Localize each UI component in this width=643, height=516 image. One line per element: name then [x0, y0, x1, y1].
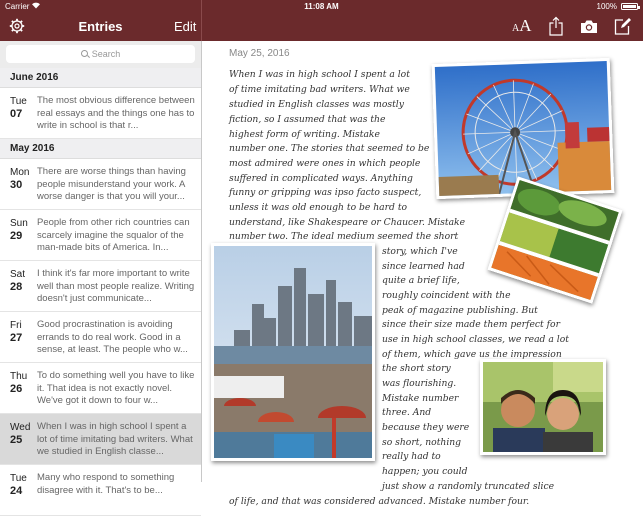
entry-preview: People from other rich countries can scarcely imagine the squalor of the man-made bits of America. In... — [37, 217, 190, 253]
entry-day: 25 — [10, 434, 23, 446]
entry-weekday: Tue — [10, 473, 27, 484]
carrier-label: Carrier — [5, 2, 30, 11]
entry-weekday: Thu — [10, 371, 28, 382]
entry-day: 07 — [10, 108, 23, 120]
entries-sidebar — [0, 41, 201, 497]
body-line: since their size made them perfect for — [382, 319, 560, 330]
body-line: most admired were ones in which people — [229, 158, 421, 169]
entry-day: 27 — [10, 332, 23, 344]
entry-day: 24 — [10, 485, 23, 497]
body-line: Mistake number — [382, 393, 459, 404]
entry-weekday: Wed — [10, 422, 31, 433]
entry-view[interactable] — [202, 41, 643, 507]
body-line: was flourishing. — [382, 378, 457, 389]
entry-preview: There are worse things than having people misunderstand your work. A worse danger is that you will your... — [37, 166, 186, 202]
body-line: happen; you could — [382, 466, 468, 477]
search-bar — [0, 41, 201, 68]
font-big-glyph: A — [519, 16, 532, 35]
compose-icon[interactable] — [614, 16, 631, 36]
entry-day: 26 — [10, 383, 23, 395]
entry-weekday: Sun — [10, 218, 28, 229]
battery-icon — [621, 3, 638, 10]
body-line: of time imitating bad writers. What we — [229, 84, 410, 95]
body-line: understand, like Shakespeare or Chaucer. Mistake — [229, 217, 466, 228]
search-input[interactable] — [6, 45, 195, 63]
entry-weekday: Sat — [10, 269, 26, 280]
status-bar — [0, 0, 643, 13]
page-title: Entries — [78, 19, 123, 34]
section-header-may-2016: May 2016 — [0, 139, 201, 159]
entry-day: 30 — [10, 179, 23, 191]
entry-row-selected[interactable] — [0, 414, 201, 465]
body-line: number one. The stories that seemed to be — [229, 143, 430, 154]
body-line: unless it was old enough to be hard to — [229, 202, 408, 213]
body-line: the short story — [382, 363, 451, 374]
entry-preview: When I was in high school I spent a lot of time imitating bad writers. What we studied in English classe... — [37, 421, 193, 457]
clock: 11:08 AM — [304, 2, 339, 11]
font-size-icon[interactable] — [512, 16, 534, 36]
entry-row[interactable] — [0, 363, 201, 414]
entry-preview: To do something well you have to like it. That idea is not exactly novel. We've got it down to four w... — [37, 370, 195, 406]
search-icon — [81, 50, 88, 57]
body-line: so short, nothing — [382, 437, 462, 448]
entry-row[interactable] — [0, 159, 201, 210]
entry-date: May 25, 2016 — [229, 48, 290, 59]
body-line: studied in English classes was mostly — [229, 99, 404, 110]
camera-icon[interactable] — [580, 16, 598, 36]
body-line: highest form of writing. Mistake — [229, 129, 380, 140]
entry-day: 28 — [10, 281, 23, 293]
city-skyline-photo[interactable] — [211, 243, 375, 461]
body-line: When I was in high school I spent a lot — [229, 69, 410, 80]
entry-weekday: Mon — [10, 167, 30, 178]
entry-weekday: Tue — [10, 96, 27, 107]
section-header-june-2016: June 2016 — [0, 68, 201, 88]
navigation-bar — [0, 0, 643, 41]
entry-preview: Good procrastination is avoiding errands to do real work. Good in a sense, at least. The people who w... — [37, 319, 188, 355]
battery-percent: 100% — [596, 2, 617, 11]
body-line: story, which I've — [382, 246, 458, 257]
body-line: suffered in complicated ways. Anything — [229, 173, 413, 184]
body-line: really had to — [382, 451, 441, 462]
body-line: number two. The ideal medium seemed the short — [229, 231, 459, 242]
body-line: because they were — [382, 422, 470, 433]
font-small-glyph: A — [512, 23, 520, 34]
body-line: fiction, so I assumed that was the — [229, 114, 386, 125]
body-line: roughly coincident with the — [382, 290, 511, 301]
body-line: use in high school classes, we read a lot — [382, 334, 569, 345]
entry-preview: Many who respond to something disagree with it. That's to be... — [37, 472, 175, 496]
entry-preview: The most obvious difference between real essays and the things one has to write in school is that r... — [37, 95, 195, 131]
entry-row[interactable] — [0, 312, 201, 363]
entry-day: 29 — [10, 230, 23, 242]
entry-row[interactable] — [0, 261, 201, 312]
entry-row[interactable] — [0, 465, 201, 516]
search-placeholder: Search — [91, 49, 121, 59]
edit-button[interactable]: Edit — [174, 19, 197, 34]
body-line: quite a brief life, — [382, 275, 460, 286]
body-line: since learned had — [382, 261, 465, 272]
body-line: three. And — [382, 407, 432, 418]
entry-preview: I think it's far more important to write well than most people realize. Writing doesn't just communicate... — [37, 268, 195, 304]
body-line: of life, and that was considered advanced. Mistake number four. — [229, 496, 530, 507]
entry-weekday: Fri — [10, 320, 22, 331]
body-line: just show a randomly truncated slice — [382, 481, 555, 492]
couple-selfie-photo[interactable] — [480, 359, 606, 455]
entry-row[interactable] — [0, 210, 201, 261]
body-line: funny or gripping was ipso facto suspect, — [229, 187, 422, 198]
body-line: of them, which gave us the impression — [382, 349, 562, 360]
entry-row[interactable] — [0, 88, 201, 139]
share-icon[interactable] — [549, 16, 563, 36]
body-line: peak of magazine publishing. But — [382, 305, 538, 316]
